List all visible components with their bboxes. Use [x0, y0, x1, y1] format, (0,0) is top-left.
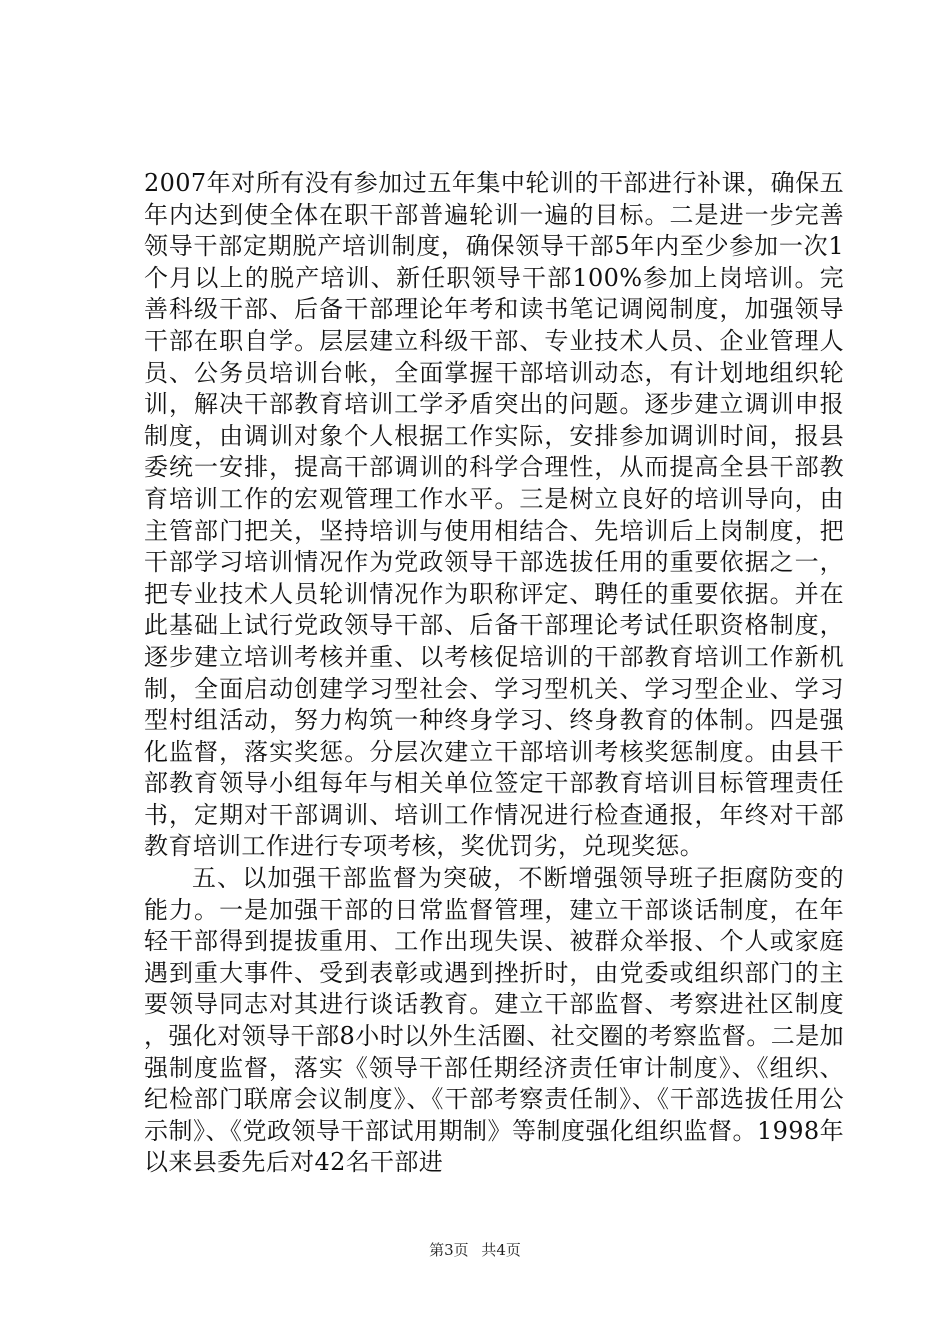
paragraph-1: 2007年对所有没有参加过五年集中轮训的干部进行补课，确保五年内达到使全体在职干部普遍轮训一遍的目标。二是进一步完善领导干部定期脱产培训制度，确保领导干部5年内至少参加一次1个月以上的脱产培训、新任职领导干部100%参加上岗培训。完善科级干部、后备干部理论年考和读书笔记调阅制度，加强领导干部在职自学。层层建立科级干部、专业技术人员、企业管理人员、公务员培训台帐，全面掌握干部培训动态，有计划地组织轮训，解决干部教育培训工学矛盾突出的问题。逐步建立调训申报制度，由调训对象个人根据工作实际，安排参加调训时间，报县委统一安排，提高干部调训的科学合理性，从而提高全县干部教育培训工作的宏观管理工作水平。三是树立良好的培训导向，由主管部门把关，坚持培训与使用相结合、先培训后上岗制度，把干部学习培训情况作为党政领导干部选拔任用的重要依据之一，把专业技术人员轮训情况作为职称评定、聘任的重要依据。并在此基础上试行党政领导干部、后备干部理论考试任职资格制度，逐步建立培训考核并重、以考核促培训的干部教育培训工作新机制，全面启动创建学习型社会、学习型机关、学习型企业、学习型村组活动，努力构筑一种终身学习、终身教育的体制。四是强化监督，落实奖惩。分层次建立干部培训考核奖惩制度。由县干部教育领导小组每年与相关单位签定干部教育培训目标管理责任书，定期对干部调训、培训工作情况进行检查通报，年终对干部教育培训工作进行专项考核，奖优罚劣，兑现奖惩。: [144, 169, 844, 861]
document-body: [144, 168, 844, 1179]
page-total: 共4页: [481, 1241, 521, 1259]
page-footer: [0, 1240, 950, 1260]
paragraph-2: 五、以加强干部监督为突破，不断增强领导班子拒腐防变的能力。一是加强干部的日常监督管理，建立干部谈话制度，在年轻干部得到提拔重用、工作出现失误、被群众举报、个人或家庭遇到重大事件、受到表彰或遇到挫折时，由党委或组织部门的主要领导同志对其进行谈话教育。建立干部监督、考察进社区制度，强化对领导干部8小时以外生活圈、社交圈的考察监督。二是加强制度监督，落实《领导干部任期经济责任审计制度》、《组织、纪检部门联席会议制度》、《干部考察责任制》、《干部选拔任用公示制》、《党政领导干部试用期制》等制度强化组织监督。1998年以来县委先后对42名干部进: [144, 864, 844, 1177]
page-number: 第3页: [429, 1241, 469, 1259]
